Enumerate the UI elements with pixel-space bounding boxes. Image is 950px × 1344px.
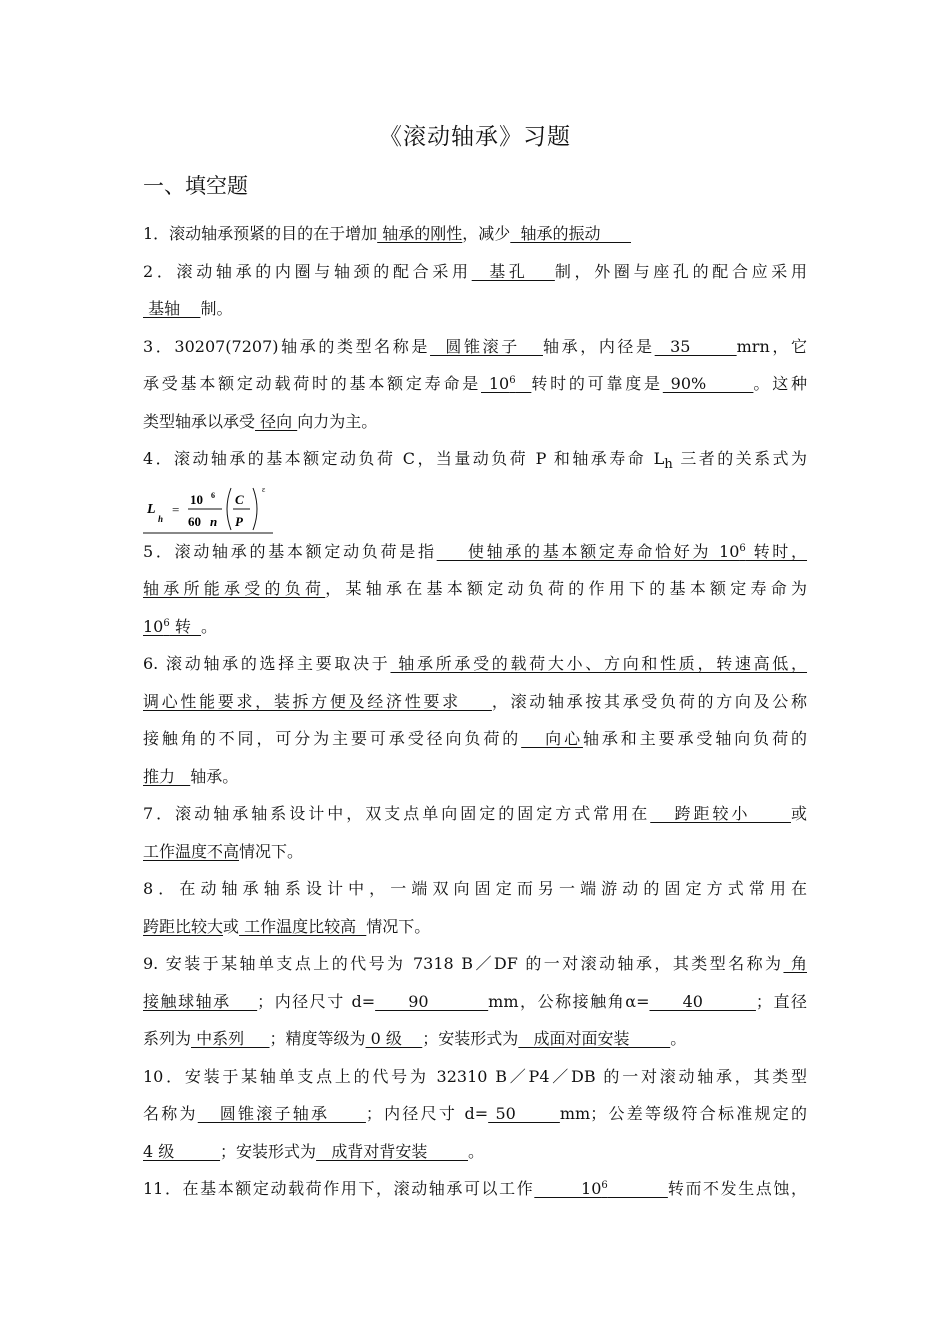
- formula-left-paren: [227, 488, 231, 530]
- question-3-line-2: 承受基本额定动载荷时的基本额定寿命是 $10^6$ 转时的可靠度是 90% 。这种: [143, 374, 807, 393]
- question-3-line-1: 3．30207(7207)轴承的类型名称是 圆锥滚子 轴承，内径是 35 mrn，它: [143, 336, 807, 356]
- formula-epsilon: ε: [262, 484, 266, 494]
- question-9-line-2: 接触球轴承 ；内径尺寸 d= 90 mm，公称接触角α= 40 ；直径: [143, 991, 807, 1011]
- formula-C: C: [235, 491, 244, 507]
- question-7-line-1: 7．滚动轴承轴系设计中，双支点单向固定的固定方式常用在 跨距较小 或: [143, 804, 807, 823]
- formula-graphic: [143, 484, 278, 534]
- question-11-line-1: 11．在基本额定动载荷作用下，滚动轴承可以工作 $10^6$ 转而不发生点蚀，: [143, 1179, 807, 1198]
- formula-num-exp: 6: [211, 490, 215, 500]
- question-2-line-2: 基轴 制。: [143, 299, 233, 318]
- question-8-line-1: 8．在动轴承轴系设计中，一端双向固定而另一端游动的固定方式常用在: [143, 879, 807, 898]
- question-10-line-3: 4 级 ；安装形式为 成背对背安装 。: [143, 1141, 485, 1161]
- question-9-line-1: 9. 安装于某轴单支点上的代号为 7318 B／DF 的一对滚动轴承，其类型名称为 角: [143, 954, 807, 973]
- question-10-line-2: 名称为 圆锥滚子轴承 ；内径尺寸 d= 50 mm；公差等级符合标准规定的: [143, 1104, 807, 1123]
- formula-L: L: [147, 501, 156, 517]
- question-6-line-3: 接触角的不同，可分为主要可承受径向负荷的 向心轴承和主要承受轴向负荷的: [143, 729, 807, 748]
- formula-num: 10: [190, 491, 203, 507]
- exercise-body: [143, 219, 807, 1212]
- question-5-line-3: $10^6$ 转 。: [143, 616, 218, 636]
- formula-right-paren: [253, 488, 257, 530]
- question-10-line-1: 10．安装于某轴单支点上的代号为 32310 B／P4／DB 的一对滚动轴承，其类型: [143, 1066, 807, 1086]
- formula-n: n: [210, 513, 218, 529]
- question-6-line-4: 推力 轴承。: [143, 766, 239, 786]
- question-1-line-1: 1．滚动轴承预紧的目的在于增加 轴承的刚性，减少 轴承的振动: [143, 224, 631, 243]
- question-7-line-2: 工作温度不高情况下。: [143, 841, 304, 861]
- formula-P: P: [235, 513, 243, 529]
- question-8-line-2: 跨距比较大或 工作温度比较高 情况下。: [143, 916, 431, 936]
- life-formula: [143, 482, 807, 537]
- page-title: 《滚动轴承》习题: [379, 124, 571, 150]
- formula-den: 60: [188, 513, 201, 529]
- section-heading: 一、填空题: [143, 174, 248, 198]
- question-4-line-1: 4．滚动轴承的基本额定动负荷 C，当量动负荷 P 和轴承寿命 $L_h$ 三者的关系式为: [143, 449, 807, 473]
- question-3-line-3: 类型轴承以承受 径向 向力为主。: [143, 411, 378, 431]
- question-6-line-2: 调心性能要求，装拆方便及经济性要求 ，滚动轴承按其承受负荷的方向及公称: [143, 691, 807, 711]
- question-5-line-1: 5．滚动轴承的基本额定动负荷是指 使轴承的基本额定寿命恰好为 $10^6$ 转时，: [143, 541, 808, 561]
- question-5-line-2: 轴承所能承受的负荷，某轴承在基本额定动负荷的作用下的基本额定寿命为: [143, 579, 807, 598]
- question-6-line-1: 6. 滚动轴承的选择主要取决于 轴承所承受的载荷大小、方向和性质，转速高低，: [143, 654, 808, 673]
- formula-h: h: [158, 513, 164, 524]
- formula-eq: =: [172, 501, 180, 517]
- question-9-line-3: 系列为 中系列 ；精度等级为 0 级 ；安装形式为 成面对面安装 。: [143, 1029, 687, 1048]
- question-2-line-1: 2．滚动轴承的内圈与轴颈的配合采用 基孔 制，外圈与座孔的配合应采用: [143, 261, 807, 281]
